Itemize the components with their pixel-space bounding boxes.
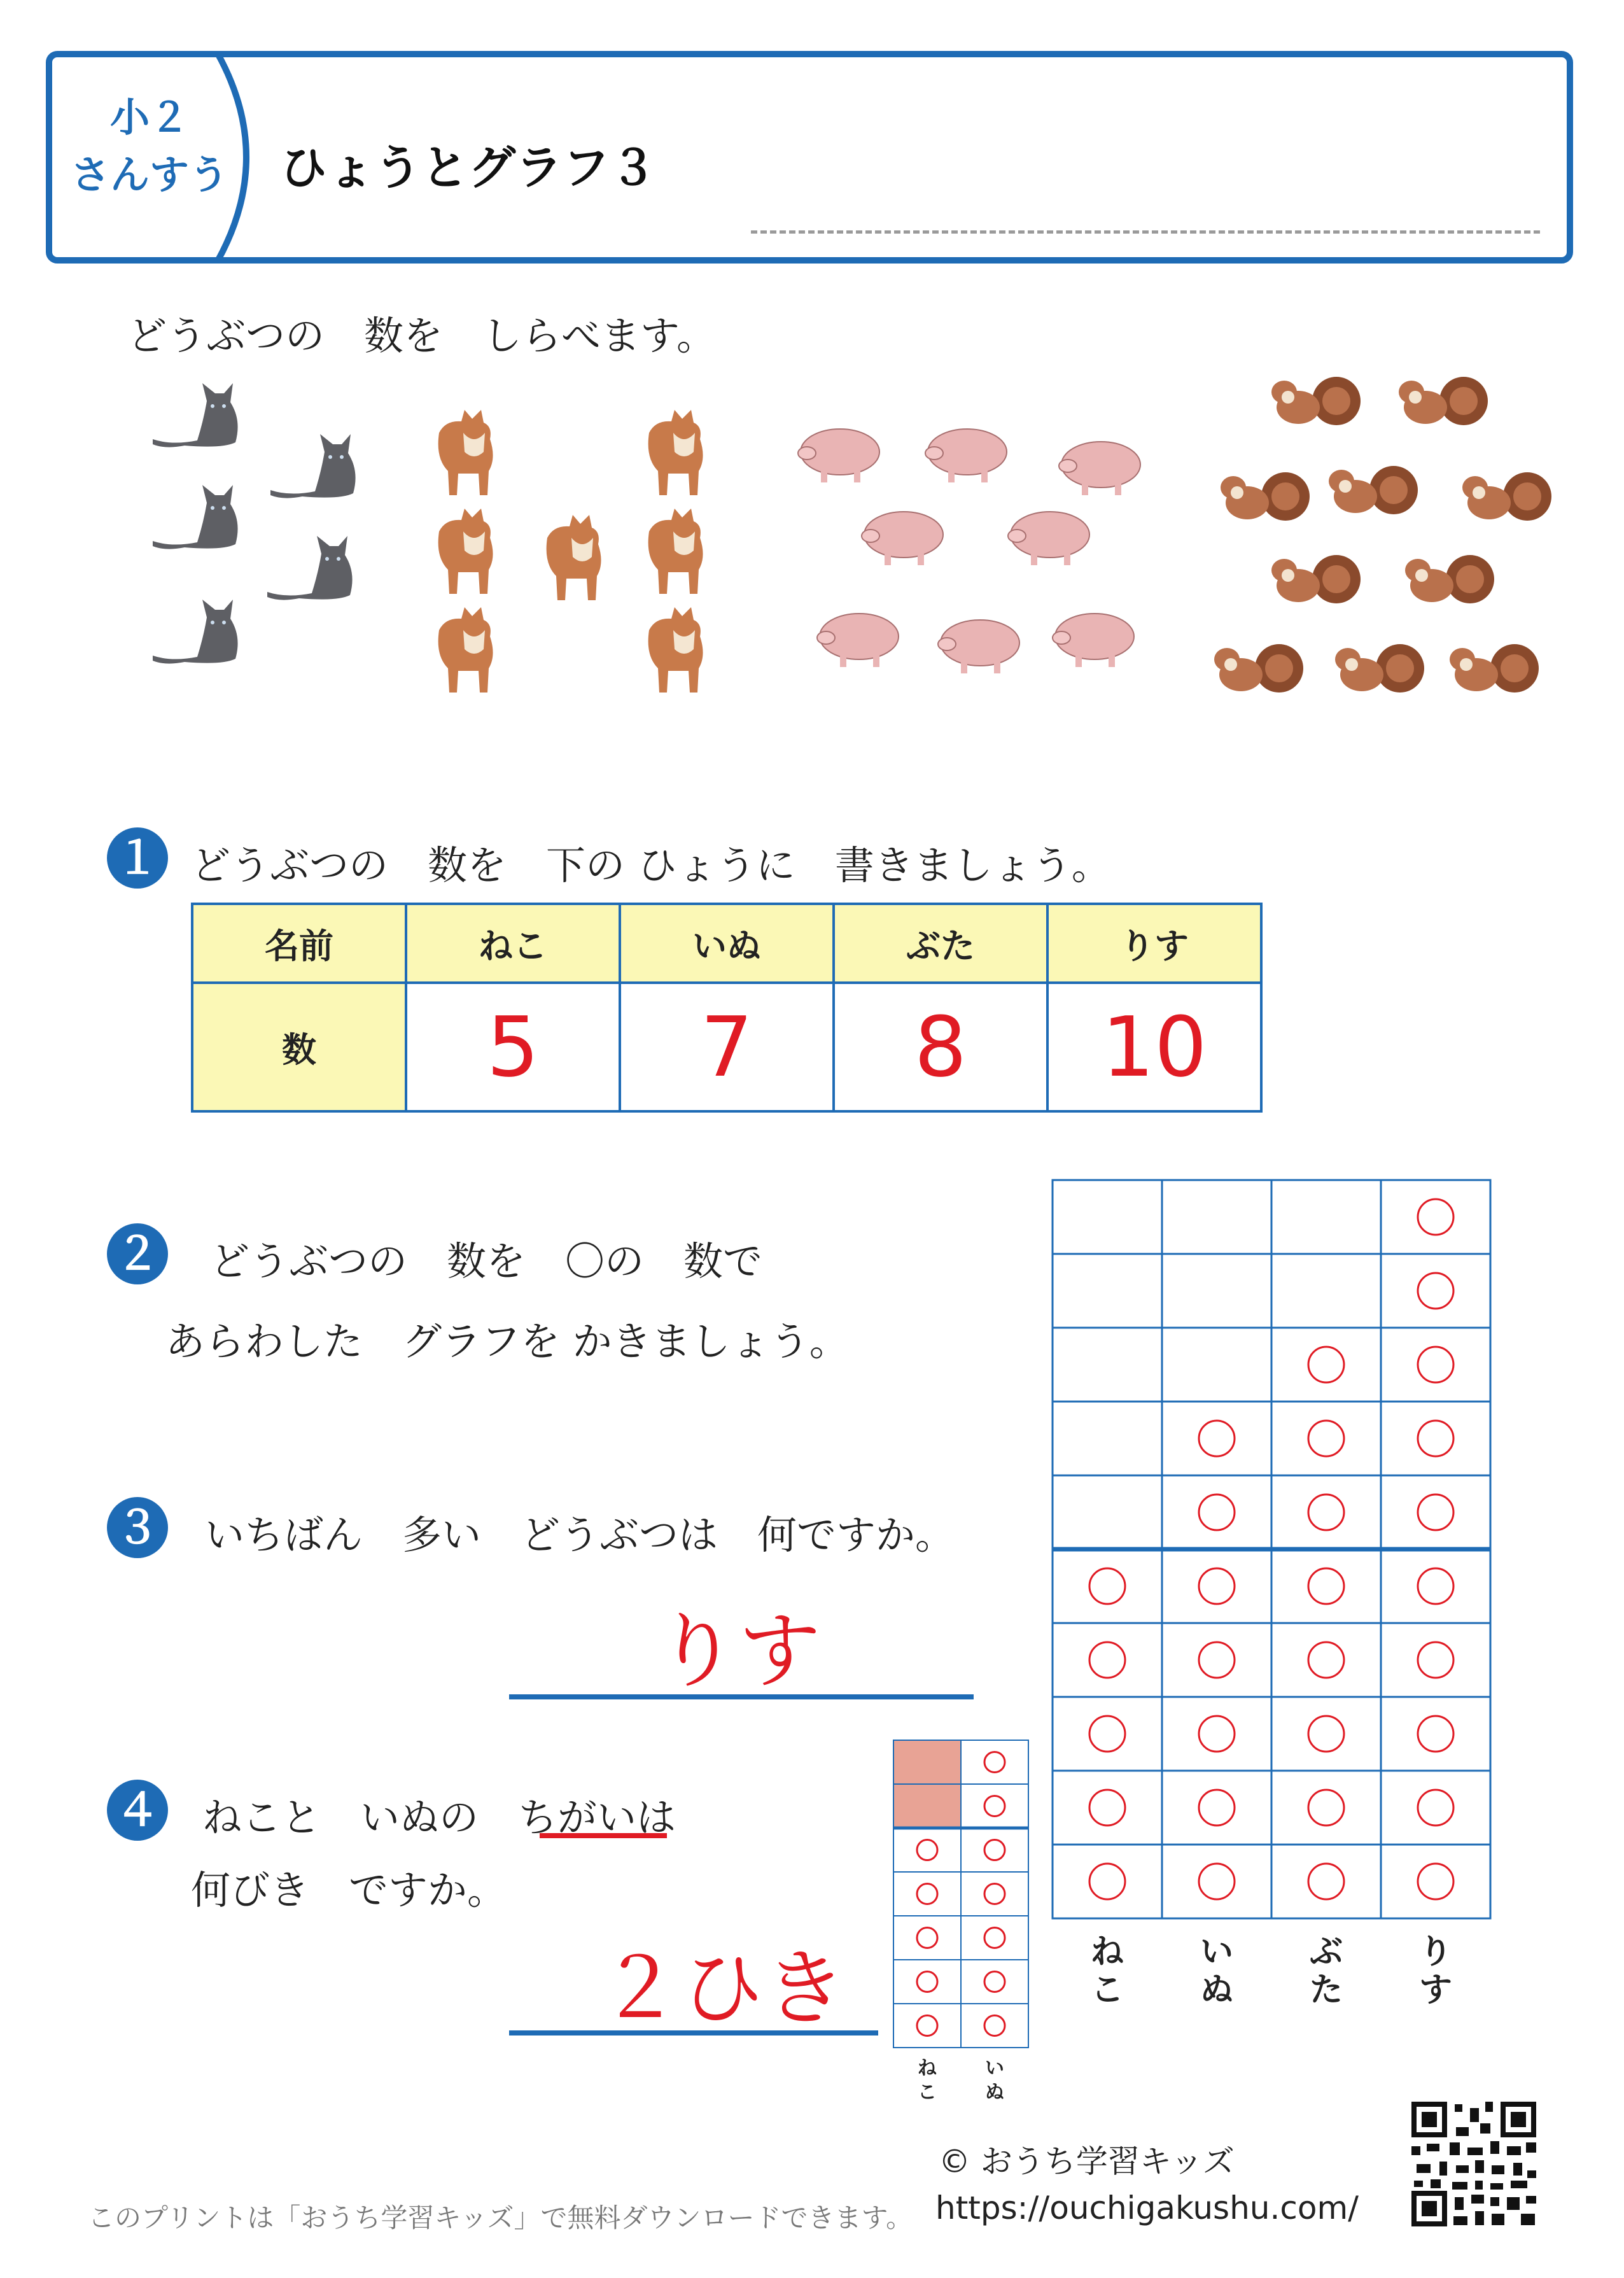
graph-circle-mark <box>1199 1716 1235 1752</box>
circle-graph <box>1050 1178 1502 2005</box>
graph-circle-mark <box>1308 1790 1344 1825</box>
mini-graph-circle-mark <box>917 1884 937 1904</box>
question-4-number: ４ <box>107 1780 168 1841</box>
graph-circle-mark <box>1418 1790 1453 1825</box>
question-4-line2: 何びき ですか。 <box>191 1867 507 1913</box>
graph-cell <box>1381 1402 1490 1475</box>
mini-graph-cell <box>961 2004 1028 2048</box>
graph-cell <box>1053 1475 1162 1549</box>
graph-cell <box>1271 1623 1381 1697</box>
mini-graph-shaded-cell <box>893 1784 961 1828</box>
graph-circle-mark <box>1308 1716 1344 1752</box>
grade-label <box>70 89 229 204</box>
mini-graph-cell <box>961 1784 1028 1828</box>
answer-line-4 <box>509 2030 878 2035</box>
question-4-answer: ２ひき <box>598 1940 847 2037</box>
graph-label-top: ね <box>1090 1933 1124 1971</box>
mini-graph-cell <box>893 1828 961 1872</box>
qr-code-icon <box>1411 2102 1536 2226</box>
mini-graph-circle-mark <box>984 1972 1005 1992</box>
graph-cell <box>1271 1254 1381 1328</box>
mini-graph-label-bottom: こ <box>918 2081 937 2104</box>
mini-graph-cell <box>961 1740 1028 1784</box>
graph-cell <box>1053 1697 1162 1771</box>
graph-cell <box>1162 1549 1271 1623</box>
question-2-line1: どうぶつの 数を 〇の 数で <box>210 1238 763 1284</box>
graph-circle-mark <box>1089 1568 1125 1604</box>
mini-graph-cell <box>961 1960 1028 2004</box>
graph-label-top: ぶ <box>1309 1933 1343 1971</box>
table-cell-squirrel: りす <box>1047 904 1261 983</box>
graph-cell <box>1271 1475 1381 1549</box>
graph-circle-mark <box>1418 1568 1453 1604</box>
graph-cell <box>1162 1697 1271 1771</box>
graph-cell <box>1053 1549 1162 1623</box>
graph-cell <box>1162 1845 1271 1918</box>
graph-cell <box>1162 1328 1271 1402</box>
graph-cell <box>1271 1697 1381 1771</box>
graph-cell <box>1381 1623 1490 1697</box>
table-header-row <box>192 904 1261 983</box>
graph-circle-mark <box>1418 1494 1453 1530</box>
graph-circle-mark <box>1089 1716 1125 1752</box>
graph-cell <box>1053 1328 1162 1402</box>
graph-circle-mark <box>1418 1642 1453 1678</box>
graph-circle-mark <box>1418 1864 1453 1899</box>
mini-graph-circle-mark <box>984 2016 1005 2036</box>
graph-cell <box>1381 1475 1490 1549</box>
graph-cell <box>1162 1771 1271 1845</box>
graph-cell <box>1381 1697 1490 1771</box>
graph-circle-mark <box>1199 1568 1235 1604</box>
graph-cell <box>1053 1623 1162 1697</box>
graph-label-bottom: こ <box>1090 1971 1124 2005</box>
graph-cell <box>1381 1328 1490 1402</box>
mini-graph-cell <box>893 1916 961 1960</box>
graph-cell <box>1271 1845 1381 1918</box>
graph-circle-mark <box>1199 1421 1235 1456</box>
graph-circle-mark <box>1199 1494 1235 1530</box>
question-3-number: ３ <box>107 1497 168 1558</box>
graph-cell <box>1381 1845 1490 1918</box>
question-3-answer: りす <box>655 1603 822 1699</box>
intro-text: どうぶつの 数を しらべます。 <box>127 313 717 359</box>
mini-graph-circle-mark <box>984 1928 1005 1948</box>
mini-graph-label-bottom: ぬ <box>985 2081 1004 2104</box>
chigai-underline <box>540 1833 667 1838</box>
graph-label-top: り <box>1418 1933 1453 1971</box>
table-cell-name-label: 名前 <box>192 904 406 983</box>
graph-label-bottom: た <box>1309 1971 1343 2005</box>
graph-cell <box>1162 1402 1271 1475</box>
mini-graph-circle-mark <box>984 1752 1005 1773</box>
graph-cell <box>1271 1549 1381 1623</box>
graph-circle-mark <box>1418 1273 1453 1309</box>
graph-cell <box>1053 1771 1162 1845</box>
graph-label-bottom: ぬ <box>1200 1971 1234 2005</box>
graph-circle-mark <box>1308 1347 1344 1382</box>
graph-cell <box>1053 1845 1162 1918</box>
table-cell-count-label: 数 <box>192 983 406 1111</box>
mini-graph-cell <box>893 1872 961 1916</box>
question-2-number: ２ <box>107 1223 168 1284</box>
graph-circle-mark <box>1089 1642 1125 1678</box>
graph-cell <box>1271 1180 1381 1254</box>
mini-graph-label-top: い <box>985 2057 1004 2079</box>
table-cell-dog: いぬ <box>620 904 834 983</box>
graph-cell <box>1162 1254 1271 1328</box>
graph-circle-mark <box>1308 1642 1344 1678</box>
mini-graph-label-top: ね <box>918 2057 937 2079</box>
mini-graph-circle-mark <box>984 1840 1005 1860</box>
graph-cell <box>1381 1254 1490 1328</box>
graph-circle-mark <box>1418 1421 1453 1456</box>
graph-label-bottom: す <box>1418 1971 1453 2005</box>
graph-circle-mark <box>1418 1347 1453 1382</box>
graph-circle-mark <box>1308 1421 1344 1456</box>
graph-circle-mark <box>1199 1864 1235 1899</box>
answer-line-3 <box>509 1694 974 1699</box>
graph-circle-mark <box>1308 1568 1344 1604</box>
graph-cell <box>1162 1623 1271 1697</box>
count-table <box>191 903 1263 1113</box>
graph-circle-mark <box>1418 1199 1453 1235</box>
mini-graph-cell <box>961 1872 1028 1916</box>
graph-circle-mark <box>1308 1494 1344 1530</box>
mini-graph-cell <box>961 1916 1028 1960</box>
table-cell-pig: ぶた <box>834 904 1047 983</box>
table-value-dog: 7 <box>620 983 834 1111</box>
mini-circle-graph <box>891 1738 1044 2120</box>
animal-illustrations <box>127 369 1591 726</box>
question-3-text: いちばん 多い どうぶつは 何ですか。 <box>205 1512 955 1558</box>
footer-note: このプリントは「おうち学習キッズ」で無料ダウンロードできます。 <box>88 2202 913 2233</box>
graph-cell <box>1162 1475 1271 1549</box>
question-1-number: １ <box>107 827 168 889</box>
mini-graph-circle-mark <box>917 1840 937 1860</box>
graph-circle-mark <box>1308 1864 1344 1899</box>
graph-circle-mark <box>1418 1716 1453 1752</box>
graph-circle-mark <box>1089 1864 1125 1899</box>
subject-label: さんすう <box>70 151 228 198</box>
graph-cell <box>1053 1402 1162 1475</box>
table-value-squirrel: 10 <box>1047 983 1261 1111</box>
graph-cell <box>1053 1254 1162 1328</box>
graph-cell <box>1162 1180 1271 1254</box>
table-value-row <box>192 983 1261 1111</box>
grade-number: 小２ <box>109 94 189 141</box>
graph-cell <box>1053 1180 1162 1254</box>
graph-circle-mark <box>1199 1642 1235 1678</box>
graph-label-top: い <box>1200 1933 1234 1971</box>
mini-graph-circle-mark <box>917 1972 937 1992</box>
table-value-pig: 8 <box>834 983 1047 1111</box>
graph-cell <box>1271 1328 1381 1402</box>
mini-graph-shaded-cell <box>893 1740 961 1784</box>
mini-graph-circle-mark <box>917 1928 937 1948</box>
graph-cell <box>1271 1402 1381 1475</box>
site-url[interactable]: https://ouchigakushu.com/ <box>935 2190 1359 2226</box>
mini-graph-cell <box>893 1960 961 2004</box>
table-cell-cat: ねこ <box>406 904 620 983</box>
graph-cell <box>1381 1771 1490 1845</box>
question-2-line2: あらわした グラフを かきましょう。 <box>165 1318 849 1365</box>
graph-cell <box>1271 1771 1381 1845</box>
question-4-line1: ねこと いぬの ちがいは <box>202 1794 676 1841</box>
mini-graph-circle-mark <box>917 2016 937 2036</box>
copyright: © おうち学習キッズ <box>939 2143 1235 2180</box>
page-title: ひょうとグラフ３ <box>280 141 657 195</box>
name-write-line <box>751 230 1540 234</box>
question-1-text: どうぶつの 数を 下の ひょうに 書きましょう。 <box>191 842 1111 889</box>
mini-graph-circle-mark <box>984 1884 1005 1904</box>
graph-cell <box>1381 1549 1490 1623</box>
mini-graph-cell <box>961 1828 1028 1872</box>
table-value-cat: 5 <box>406 983 620 1111</box>
graph-cell <box>1381 1180 1490 1254</box>
graph-circle-mark <box>1089 1790 1125 1825</box>
mini-graph-circle-mark <box>984 1796 1005 1817</box>
graph-circle-mark <box>1199 1790 1235 1825</box>
mini-graph-cell <box>893 2004 961 2048</box>
